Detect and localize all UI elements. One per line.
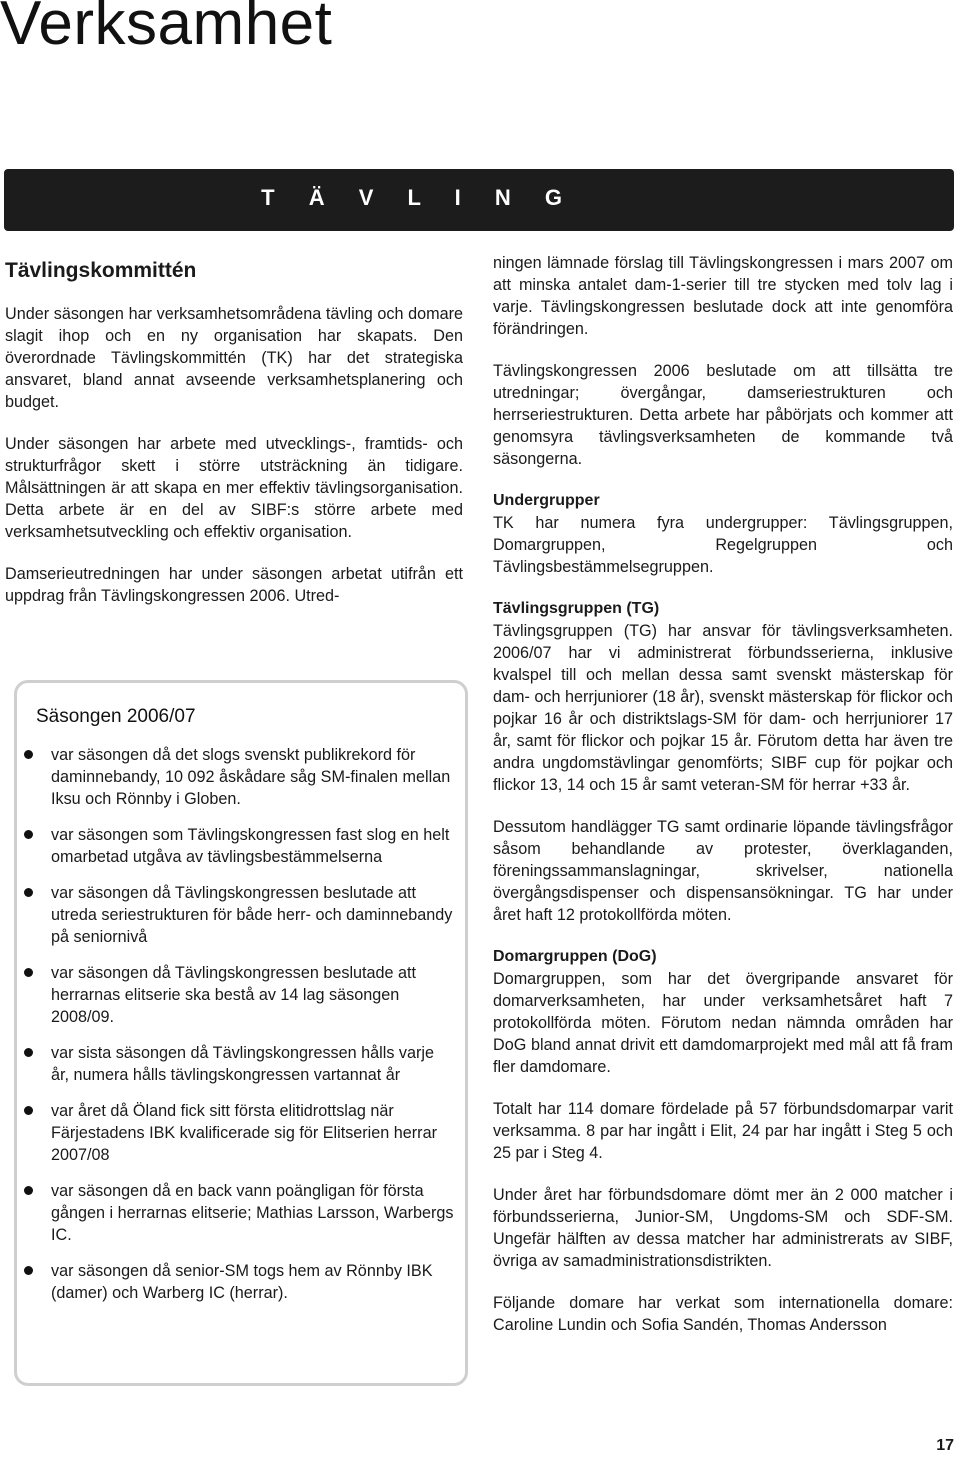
undergrupper-text: TK har numera fyra undergrupper: Tävlingsgruppen, Domargruppen, Regelgruppen och Tävlingsbestämmelsegruppen. [493, 514, 953, 576]
right-paragraph: Tävlingskongressen 2006 beslutade om att tillsätta tre utredningar; övergångar, damseriestrukturen och herrseriestrukturen. Detta arbete har påbörjats och kommer att genomsyra tävlingsverksamheten de kommande två säsongerna. [493, 362, 953, 468]
dog-heading: Domargruppen (DoG) [493, 948, 657, 965]
bullet-icon [24, 1048, 33, 1057]
tg-section [493, 598, 953, 796]
bullet-icon [24, 1106, 33, 1115]
bullet-icon [24, 1266, 33, 1275]
bullet-icon [24, 750, 33, 759]
page-title: Verksamhet [0, 0, 333, 58]
tg-heading: Tävlingsgruppen (TG) [493, 600, 660, 617]
season-item-text: var sista säsongen då Tävlingskongressen hålls varje år, numera hålls tävlingskongressen vartannat år [51, 1044, 435, 1084]
season-list [24, 744, 454, 1318]
bullet-icon [24, 968, 33, 977]
dog-text-3: Under året har förbundsdomare dömt mer än 2 000 matcher i förbundsserierna, Junior-SM, Ungdoms-SM och SDF-SM. Ungefär hälften av dessa matcher har administrerats av SIBF, övriga av samadministrationsdistrikten. [493, 1186, 953, 1270]
right-column [493, 252, 953, 1356]
dog-text-2: Totalt har 114 domare fördelade på 57 förbundsdomarpar varit verksamma. 8 par har ingått i Elit, 24 par har ingått i Steg 5 och 25 par i Steg 4. [493, 1100, 953, 1162]
page-number: 17 [936, 1437, 954, 1454]
right-paragraph: ningen lämnade förslag till Tävlingskongressen i mars 2007 om att minska antalet dam-1-serier till tre stycken med tolv lag i varje. Tävlingskongressen beslutade dock att inte genomföra förändringen. [493, 254, 953, 338]
season-list-item [24, 962, 454, 1028]
season-list-item [24, 882, 454, 948]
tg-text-2: Dessutom handlägger TG samt ordinarie löpande tävlingsfrågor såsom behandlande av protester, överklaganden, föreningssammanslagningar, skrivelser, nationella övergångsdispenser och dispensansökningar. TG har under året haft 12 protokollförda möten. [493, 818, 953, 924]
season-list-item [24, 824, 454, 868]
left-paragraph: Damserieutredningen har under säsongen arbetat utifrån ett uppdrag från Tävlingskongressen 2006. Utred- [5, 565, 463, 605]
section-title: T Ä V L I N G [261, 185, 576, 210]
left-paragraph: Under säsongen har verksamhetsområdena tävling och domare slagit ihop och en ny organisation har skapats. Den överordnade Tävlingskommittén (TK) har det strategiska ansvaret, bland annat avseende verksamhetsplanering och budget. [5, 305, 463, 411]
season-box-heading: Säsongen 2006/07 [36, 706, 196, 727]
season-list-item [24, 1100, 454, 1166]
season-item-text: var säsongen då Tävlingskongressen beslutade att herrarnas elitserie ska bestå av 14 lag säsongen 2008/09. [51, 964, 417, 1026]
season-item-text: var året då Öland fick sitt första elitidrottslag när Färjestadens IBK kvalificerade sig för Elitserien herrar 2007/08 [51, 1102, 437, 1164]
season-item-text: var säsongen som Tävlingskongressen fast slog en helt omarbetad utgåva av tävlingsbestämmelserna [51, 826, 450, 866]
season-item-text: var säsongen då senior-SM togs hem av Rönnby IBK (damer) och Warberg IC (herrar). [51, 1262, 433, 1302]
season-item-text: var säsongen då det slogs svenskt publikrekord för daminnebandy, 10 092 åskådare såg SM-finalen mellan Iksu och Rönnby i Globen. [51, 746, 451, 808]
season-list-item [24, 1260, 454, 1304]
season-list-item [24, 1180, 454, 1246]
tg-text: Tävlingsgruppen (TG) har ansvar för tävlingsverksamheten. 2006/07 har vi administrerat förbundsserierna, inklusive kvalspel till och mellan dessa samt svenskt mästerskap för dam- och herrjuniorer (18 år), svenskt mästerskap för flickor och pojkar 16 år och distriktslags-SM för dam- och herrjuniorer 17 år, samt för flickor och pojkar 15 år. Förutom detta har även tre andra ungdomstävlingar genomförts; SIBF cup för pojkar och flickor 13, 14 och 15 år samt veteran-SM för herrar +33 år. [493, 622, 953, 794]
season-item-text: var säsongen då Tävlingskongressen beslutade att utreda seriestrukturen för både herr- och daminnebandy på seniornivå [51, 884, 453, 946]
undergrupper-heading: Undergrupper [493, 492, 600, 509]
bullet-icon [24, 888, 33, 897]
bullet-icon [24, 1186, 33, 1195]
season-list-item [24, 1042, 454, 1086]
season-item-text: var säsongen då en back vann poängligan för första gången i herrarnas elitserie; Mathias Larsson, Warbergs IC. [51, 1182, 454, 1244]
committee-heading: Tävlingskommittén [5, 259, 197, 282]
season-list-item [24, 744, 454, 810]
undergrupper-section [493, 490, 953, 578]
dog-section [493, 946, 953, 1078]
left-paragraph: Under säsongen har arbete med utvecklings-, framtids- och strukturfrågor skett i större utsträckning än tidigare. Målsättningen är att skapa en mer effektiv tävlingsorganisation. Detta arbete är en del av SIBF:s större arbete med verksamhetsutveckling och effektiv organisation. [5, 435, 463, 541]
dog-text-4: Följande domare har verkat som internationella domare: Caroline Lundin och Sofia Sandén, Thomas Andersson [493, 1294, 953, 1334]
section-banner [4, 169, 954, 231]
dog-text: Domargruppen, som har det övergripande ansvaret för domarverksamheten, har under verksamhetsåret haft 7 protokollförda möten. Förutom nedan nämnda områden har DoG bland annat drivit ett damdomarprojekt med mål att få fram fler damdomare. [493, 970, 953, 1076]
bullet-icon [24, 830, 33, 839]
left-column [5, 256, 463, 627]
